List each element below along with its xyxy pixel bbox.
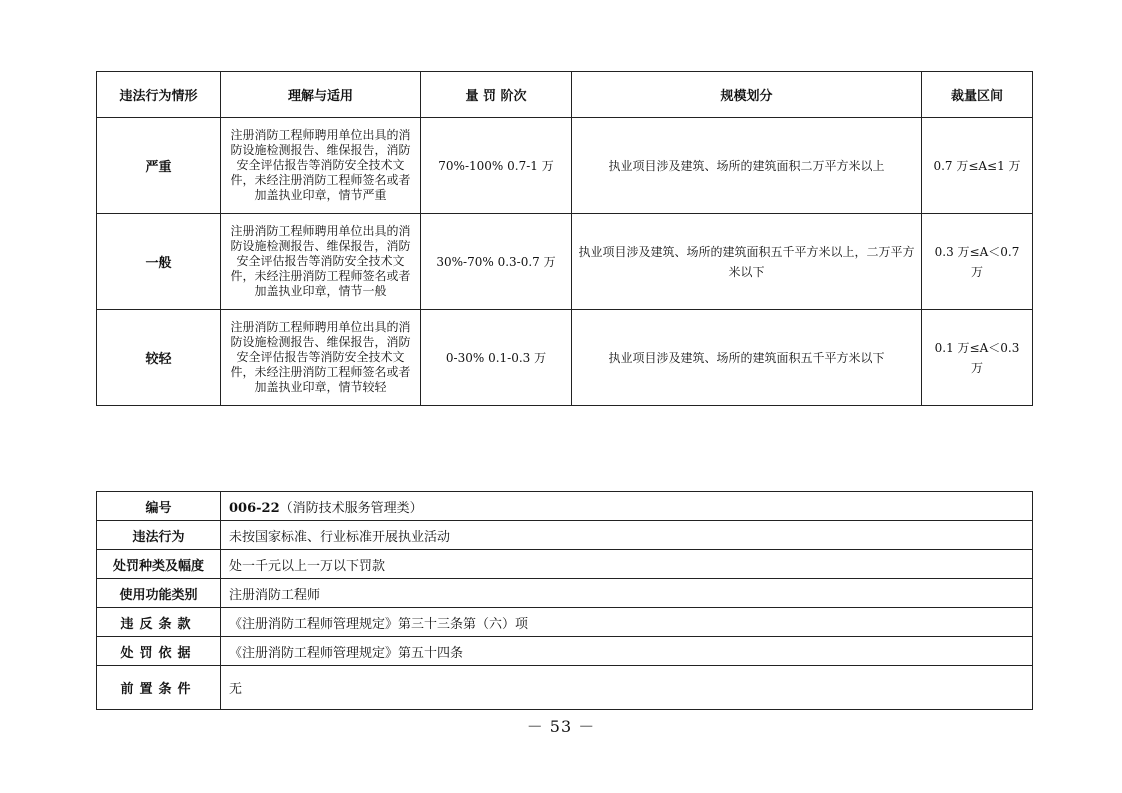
level-cell: 一般 (97, 214, 221, 310)
violation-row (97, 521, 1033, 550)
violation-value: 未按国家标准、行业标准开展执业活动 (221, 521, 1033, 550)
clause-label: 违反条款 (97, 608, 221, 637)
penalty-label: 处罚种类及幅度 (97, 550, 221, 579)
scale-cell: 执业项目涉及建筑、场所的建筑面积五千平方米以下 (572, 310, 922, 406)
table-row (97, 118, 1033, 214)
code-number: 006-22 (229, 500, 280, 516)
range-cell: 0.7 万≤A≤1 万 (922, 118, 1033, 214)
description-cell: 注册消防工程师聘用单位出具的消防设施检测报告、维保报告，消防安全评估报告等消防安全技术文件，未经注册消防工程师签名或者加盖执业印章，情节较轻 (221, 310, 421, 406)
basis-label: 处罚依据 (97, 637, 221, 666)
level-cell: 严重 (97, 118, 221, 214)
table-row (97, 214, 1033, 310)
page-number: － 53 － (526, 717, 596, 736)
code-label: 编号 (97, 492, 221, 521)
precondition-row (97, 666, 1033, 710)
description-cell: 注册消防工程师聘用单位出具的消防设施检测报告、维保报告，消防安全评估报告等消防安全技术文件，未经注册消防工程师签名或者加盖执业印章，情节一般 (221, 214, 421, 310)
penalty-value: 处一千元以上一万以下罚款 (221, 550, 1033, 579)
code-category: （消防技术服务管理类） (279, 500, 423, 516)
description-cell: 注册消防工程师聘用单位出具的消防设施检测报告、维保报告，消防安全评估报告等消防安全技术文件，未经注册消防工程师签名或者加盖执业印章，情节严重 (221, 118, 421, 214)
violation-label: 违法行为 (97, 521, 221, 550)
header-penalty-stage: 量 罚 阶次 (421, 72, 572, 118)
basis-row (97, 637, 1033, 666)
table-header-row (97, 72, 1033, 118)
range-cell: 0.3 万≤A＜0.7 万 (922, 214, 1033, 310)
discretion-table (96, 71, 1033, 406)
item-info-table (96, 491, 1033, 710)
penalty-stage-cell: 70%-100% 0.7-1 万 (421, 118, 572, 214)
header-range: 裁量区间 (922, 72, 1033, 118)
basis-value: 《注册消防工程师管理规定》第五十四条 (221, 637, 1033, 666)
scale-cell: 执业项目涉及建筑、场所的建筑面积二万平方米以上 (572, 118, 922, 214)
function-label: 使用功能类别 (97, 579, 221, 608)
code-value (221, 492, 1033, 521)
clause-value: 《注册消防工程师管理规定》第三十三条第（六）项 (221, 608, 1033, 637)
penalty-stage-cell: 0-30% 0.1-0.3 万 (421, 310, 572, 406)
header-understanding: 理解与适用 (221, 72, 421, 118)
header-violation-situation: 违法行为情形 (97, 72, 221, 118)
clause-row (97, 608, 1033, 637)
precondition-label: 前置条件 (97, 666, 221, 710)
scale-cell: 执业项目涉及建筑、场所的建筑面积五千平方米以上，二万平方米以下 (572, 214, 922, 310)
range-cell: 0.1 万≤A＜0.3 万 (922, 310, 1033, 406)
penalty-row (97, 550, 1033, 579)
function-row (97, 579, 1033, 608)
table-row (97, 310, 1033, 406)
penalty-stage-cell: 30%-70% 0.3-0.7 万 (421, 214, 572, 310)
function-value: 注册消防工程师 (221, 579, 1033, 608)
precondition-value: 无 (221, 666, 1033, 710)
level-cell: 较轻 (97, 310, 221, 406)
header-scale: 规模划分 (572, 72, 922, 118)
code-row (97, 492, 1033, 521)
